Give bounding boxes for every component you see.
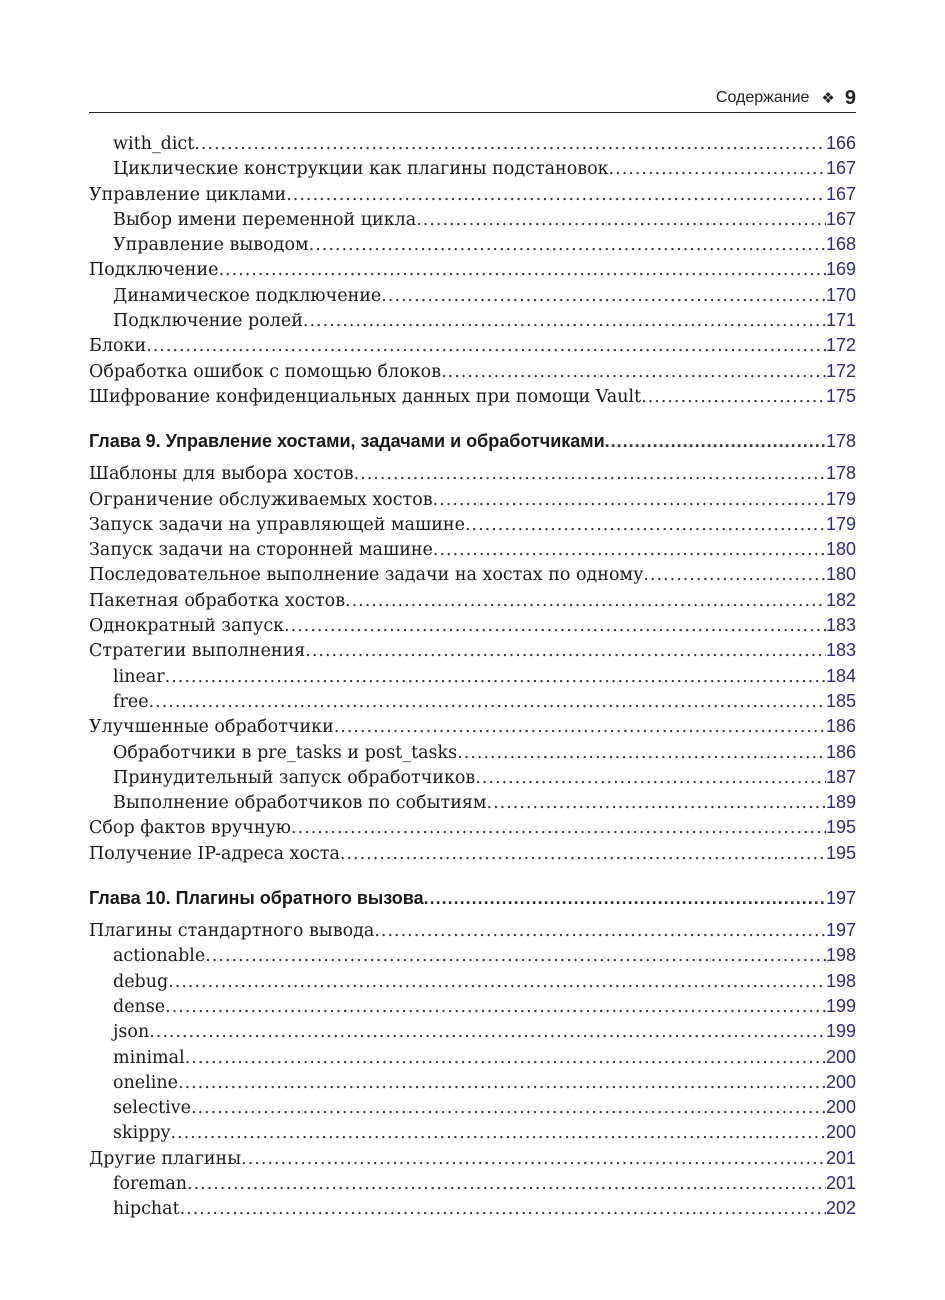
dot-leader	[433, 538, 826, 562]
toc-entry-title: Принудительный запуск обработчиков	[113, 767, 476, 788]
toc-entry[interactable]	[89, 613, 856, 638]
dot-leader	[465, 513, 826, 537]
toc-entry-title: Обработка ошибок с помощью блоков	[89, 361, 442, 382]
toc-entry-page: 195	[825, 842, 856, 863]
toc-entry-page: 186	[825, 716, 856, 737]
toc-entry-page: 183	[825, 640, 856, 661]
toc-entry-title: with_dict	[113, 134, 195, 154]
dot-leader	[291, 816, 826, 840]
toc-entry-title: Выполнение обработчиков по событиям	[113, 793, 487, 814]
toc-entry-title: Шифрование конфиденциальных данных при помощи Vault	[89, 386, 642, 407]
dot-leader	[205, 944, 826, 968]
toc-entry-page: 168	[825, 234, 856, 255]
toc-entry-title: Подключение	[89, 260, 219, 281]
running-header	[89, 84, 856, 113]
toc-entry[interactable]	[89, 1196, 856, 1221]
dot-leader	[475, 766, 826, 790]
ornament-icon: ❖	[821, 90, 835, 107]
toc-entry-page: 172	[825, 360, 856, 381]
toc-chapter[interactable]	[89, 886, 856, 915]
dot-leader	[149, 690, 826, 714]
toc-entry-title: Стратегии выполнения	[89, 641, 306, 662]
toc-entry[interactable]	[89, 588, 856, 613]
toc-entry[interactable]	[89, 333, 856, 358]
dot-leader	[146, 334, 826, 358]
toc-entry-page: 198	[825, 945, 856, 966]
toc-entry-title: Сбор фактов вручную	[89, 818, 292, 839]
toc-entry-page: 200	[825, 1097, 856, 1118]
toc-entry-title: dense	[113, 996, 166, 1017]
table-of-contents	[89, 131, 856, 1222]
toc-entry-page: 199	[825, 995, 856, 1016]
dot-leader	[170, 1121, 825, 1145]
dot-leader	[641, 385, 826, 409]
dot-leader	[284, 614, 826, 638]
toc-entry-page: 182	[825, 589, 856, 610]
toc-entry-page: 197	[825, 920, 856, 941]
dot-leader	[309, 233, 826, 257]
toc-entry[interactable]	[89, 1146, 856, 1171]
toc-entry[interactable]	[89, 232, 856, 257]
toc-entry-title: minimal	[113, 1047, 185, 1068]
dot-leader	[354, 462, 826, 486]
toc-entry-page: 200	[825, 1071, 856, 1092]
dot-leader	[424, 886, 826, 911]
toc-entry[interactable]	[89, 512, 856, 537]
toc-entry-title: Плагины стандартного вывода	[89, 921, 375, 942]
dot-leader	[374, 919, 826, 943]
toc-entry-page: 179	[825, 488, 856, 509]
toc-entry-title: Запуск задачи на управляющей машине	[89, 514, 465, 535]
toc-entry-title: oneline	[113, 1072, 178, 1093]
toc-entry-title: skippy	[113, 1123, 171, 1144]
dot-leader	[218, 258, 825, 282]
dot-leader	[305, 639, 826, 663]
toc-entry-title: Однократный запуск	[89, 616, 285, 637]
dot-leader	[605, 429, 826, 454]
toc-entry-title: linear	[113, 666, 165, 687]
toc-entry-title: Ограничение обслуживаемых хостов	[89, 489, 433, 510]
toc-entry[interactable]	[89, 182, 856, 207]
toc-entry-page: 184	[825, 665, 856, 686]
toc-entry-page: 167	[825, 158, 856, 179]
toc-entry-page: 166	[825, 133, 856, 153]
toc-entry-page: 185	[825, 690, 856, 711]
toc-entry[interactable]	[89, 815, 856, 840]
toc-entry[interactable]	[89, 1171, 856, 1196]
toc-entry[interactable]	[89, 487, 856, 512]
toc-entry-page: 180	[825, 539, 856, 560]
toc-entry[interactable]	[89, 969, 856, 994]
toc-entry-title: Управление циклами	[89, 184, 287, 205]
toc-entry-title: selective	[113, 1098, 191, 1119]
dot-leader	[457, 741, 826, 765]
toc-entry-title: Обработчики в pre_tasks и post_tasks	[113, 742, 458, 763]
dot-leader	[433, 488, 826, 512]
toc-entry-title: Управление выводом	[113, 235, 309, 256]
toc-entry[interactable]	[89, 841, 856, 866]
toc-entry-title: Динамическое подключение	[113, 285, 382, 306]
toc-entry-title: Пакетная обработка хостов	[89, 590, 346, 611]
toc-entry-title: json	[113, 1022, 150, 1043]
toc-entry[interactable]	[89, 689, 856, 714]
toc-entry[interactable]	[89, 283, 856, 308]
toc-entry-page: 170	[825, 284, 856, 305]
toc-entry-title: actionable	[113, 946, 206, 967]
toc-entry-title: Другие плагины	[89, 1148, 242, 1169]
toc-entry-page: 167	[825, 183, 856, 204]
dot-leader	[345, 589, 826, 613]
toc-entry-page: 199	[825, 1021, 856, 1042]
toc-entry[interactable]	[89, 207, 856, 232]
toc-entry-page: 178	[825, 431, 856, 452]
toc-entry-title: Получение IP-адреса хоста	[89, 843, 340, 864]
dot-leader	[303, 309, 826, 333]
toc-entry[interactable]	[89, 131, 856, 156]
toc-entry-page: 180	[825, 564, 856, 585]
toc-entry-page: 171	[825, 310, 856, 331]
toc-entry-title: hipchat	[113, 1199, 180, 1220]
toc-entry-page: 201	[825, 1147, 856, 1168]
toc-entry-title: debug	[113, 971, 169, 992]
dot-leader	[487, 791, 826, 815]
toc-entry-page: 195	[825, 817, 856, 838]
toc-entry-title: Подключение ролей	[113, 311, 303, 332]
toc-entry-page: 198	[825, 970, 856, 991]
dot-leader	[609, 157, 826, 181]
toc-entry-title: free	[113, 691, 149, 712]
toc-entry-page: 201	[825, 1172, 856, 1193]
dot-leader	[180, 1197, 826, 1221]
toc-entry[interactable]	[89, 790, 856, 815]
dot-leader	[643, 563, 826, 587]
dot-leader	[194, 132, 826, 156]
toc-entry[interactable]	[89, 308, 856, 333]
dot-leader	[149, 1020, 826, 1044]
dot-leader	[165, 665, 826, 689]
toc-entry[interactable]	[89, 1070, 856, 1095]
toc-entry[interactable]	[89, 638, 856, 663]
dot-leader	[441, 360, 826, 384]
toc-entry[interactable]	[89, 1120, 856, 1145]
dot-leader	[178, 1071, 826, 1095]
toc-entry[interactable]	[89, 943, 856, 968]
toc-entry-page: 167	[825, 208, 856, 229]
toc-entry[interactable]	[89, 664, 856, 689]
toc-entry-title: Улучшенные обработчики	[89, 717, 334, 738]
toc-entry-page: 169	[825, 259, 856, 280]
toc-entry-page: 197	[825, 888, 856, 909]
toc-entry[interactable]	[89, 384, 856, 409]
toc-entry-title: Циклические конструкции как плагины подстановок	[113, 159, 609, 180]
toc-entry[interactable]	[89, 918, 856, 943]
toc-entry-title: Выбор имени переменной цикла	[113, 209, 417, 230]
dot-leader	[241, 1147, 826, 1171]
toc-entry-page: 172	[825, 335, 856, 356]
toc-entry-page: 189	[825, 792, 856, 813]
header-title: Содержание	[715, 89, 810, 106]
toc-entry-page: 183	[825, 615, 856, 636]
dot-leader	[185, 1046, 826, 1070]
dot-leader	[165, 995, 826, 1019]
toc-entry-page: 187	[825, 766, 856, 787]
toc-entry-title: foreman	[113, 1173, 188, 1194]
toc-entry[interactable]	[89, 537, 856, 562]
dot-leader	[340, 842, 826, 866]
page-number: 9	[844, 86, 856, 109]
toc-entry[interactable]	[89, 562, 856, 587]
dot-leader	[334, 715, 826, 739]
dot-leader	[168, 970, 826, 994]
dot-leader	[286, 183, 826, 207]
toc-entry[interactable]	[89, 714, 856, 739]
toc-entry-page: 178	[825, 463, 856, 484]
toc-entry-title: Глава 10. Плагины обратного вызова	[89, 888, 424, 909]
toc-entry[interactable]	[89, 1095, 856, 1120]
toc-entry-page: 200	[825, 1122, 856, 1143]
toc-entry-page: 175	[825, 385, 856, 406]
toc-entry-page: 200	[825, 1046, 856, 1067]
dot-leader	[191, 1096, 826, 1120]
toc-entry[interactable]	[89, 1019, 856, 1044]
toc-entry[interactable]	[89, 359, 856, 384]
toc-entry-title: Глава 9. Управление хостами, задачами и обработчиками	[89, 431, 605, 452]
toc-entry[interactable]	[89, 461, 856, 486]
toc-entry-title: Шаблоны для выбора хостов	[89, 464, 354, 485]
toc-entry[interactable]	[89, 1045, 856, 1070]
toc-entry[interactable]	[89, 257, 856, 282]
toc-entry-title: Запуск задачи на сторонней машине	[89, 540, 433, 561]
toc-entry-page: 179	[825, 513, 856, 534]
toc-chapter[interactable]	[89, 429, 856, 458]
toc-entry[interactable]	[89, 156, 856, 181]
toc-entry-page: 202	[825, 1198, 856, 1219]
toc-entry-title: Последовательное выполнение задачи на хостах по одному	[89, 565, 644, 586]
toc-entry[interactable]	[89, 994, 856, 1019]
toc-entry-page: 186	[825, 741, 856, 762]
dot-leader	[187, 1172, 826, 1196]
toc-entry[interactable]	[89, 740, 856, 765]
toc-entry[interactable]	[89, 765, 856, 790]
toc-entry-title: Блоки	[89, 336, 147, 357]
dot-leader	[381, 284, 826, 308]
dot-leader	[416, 208, 826, 232]
